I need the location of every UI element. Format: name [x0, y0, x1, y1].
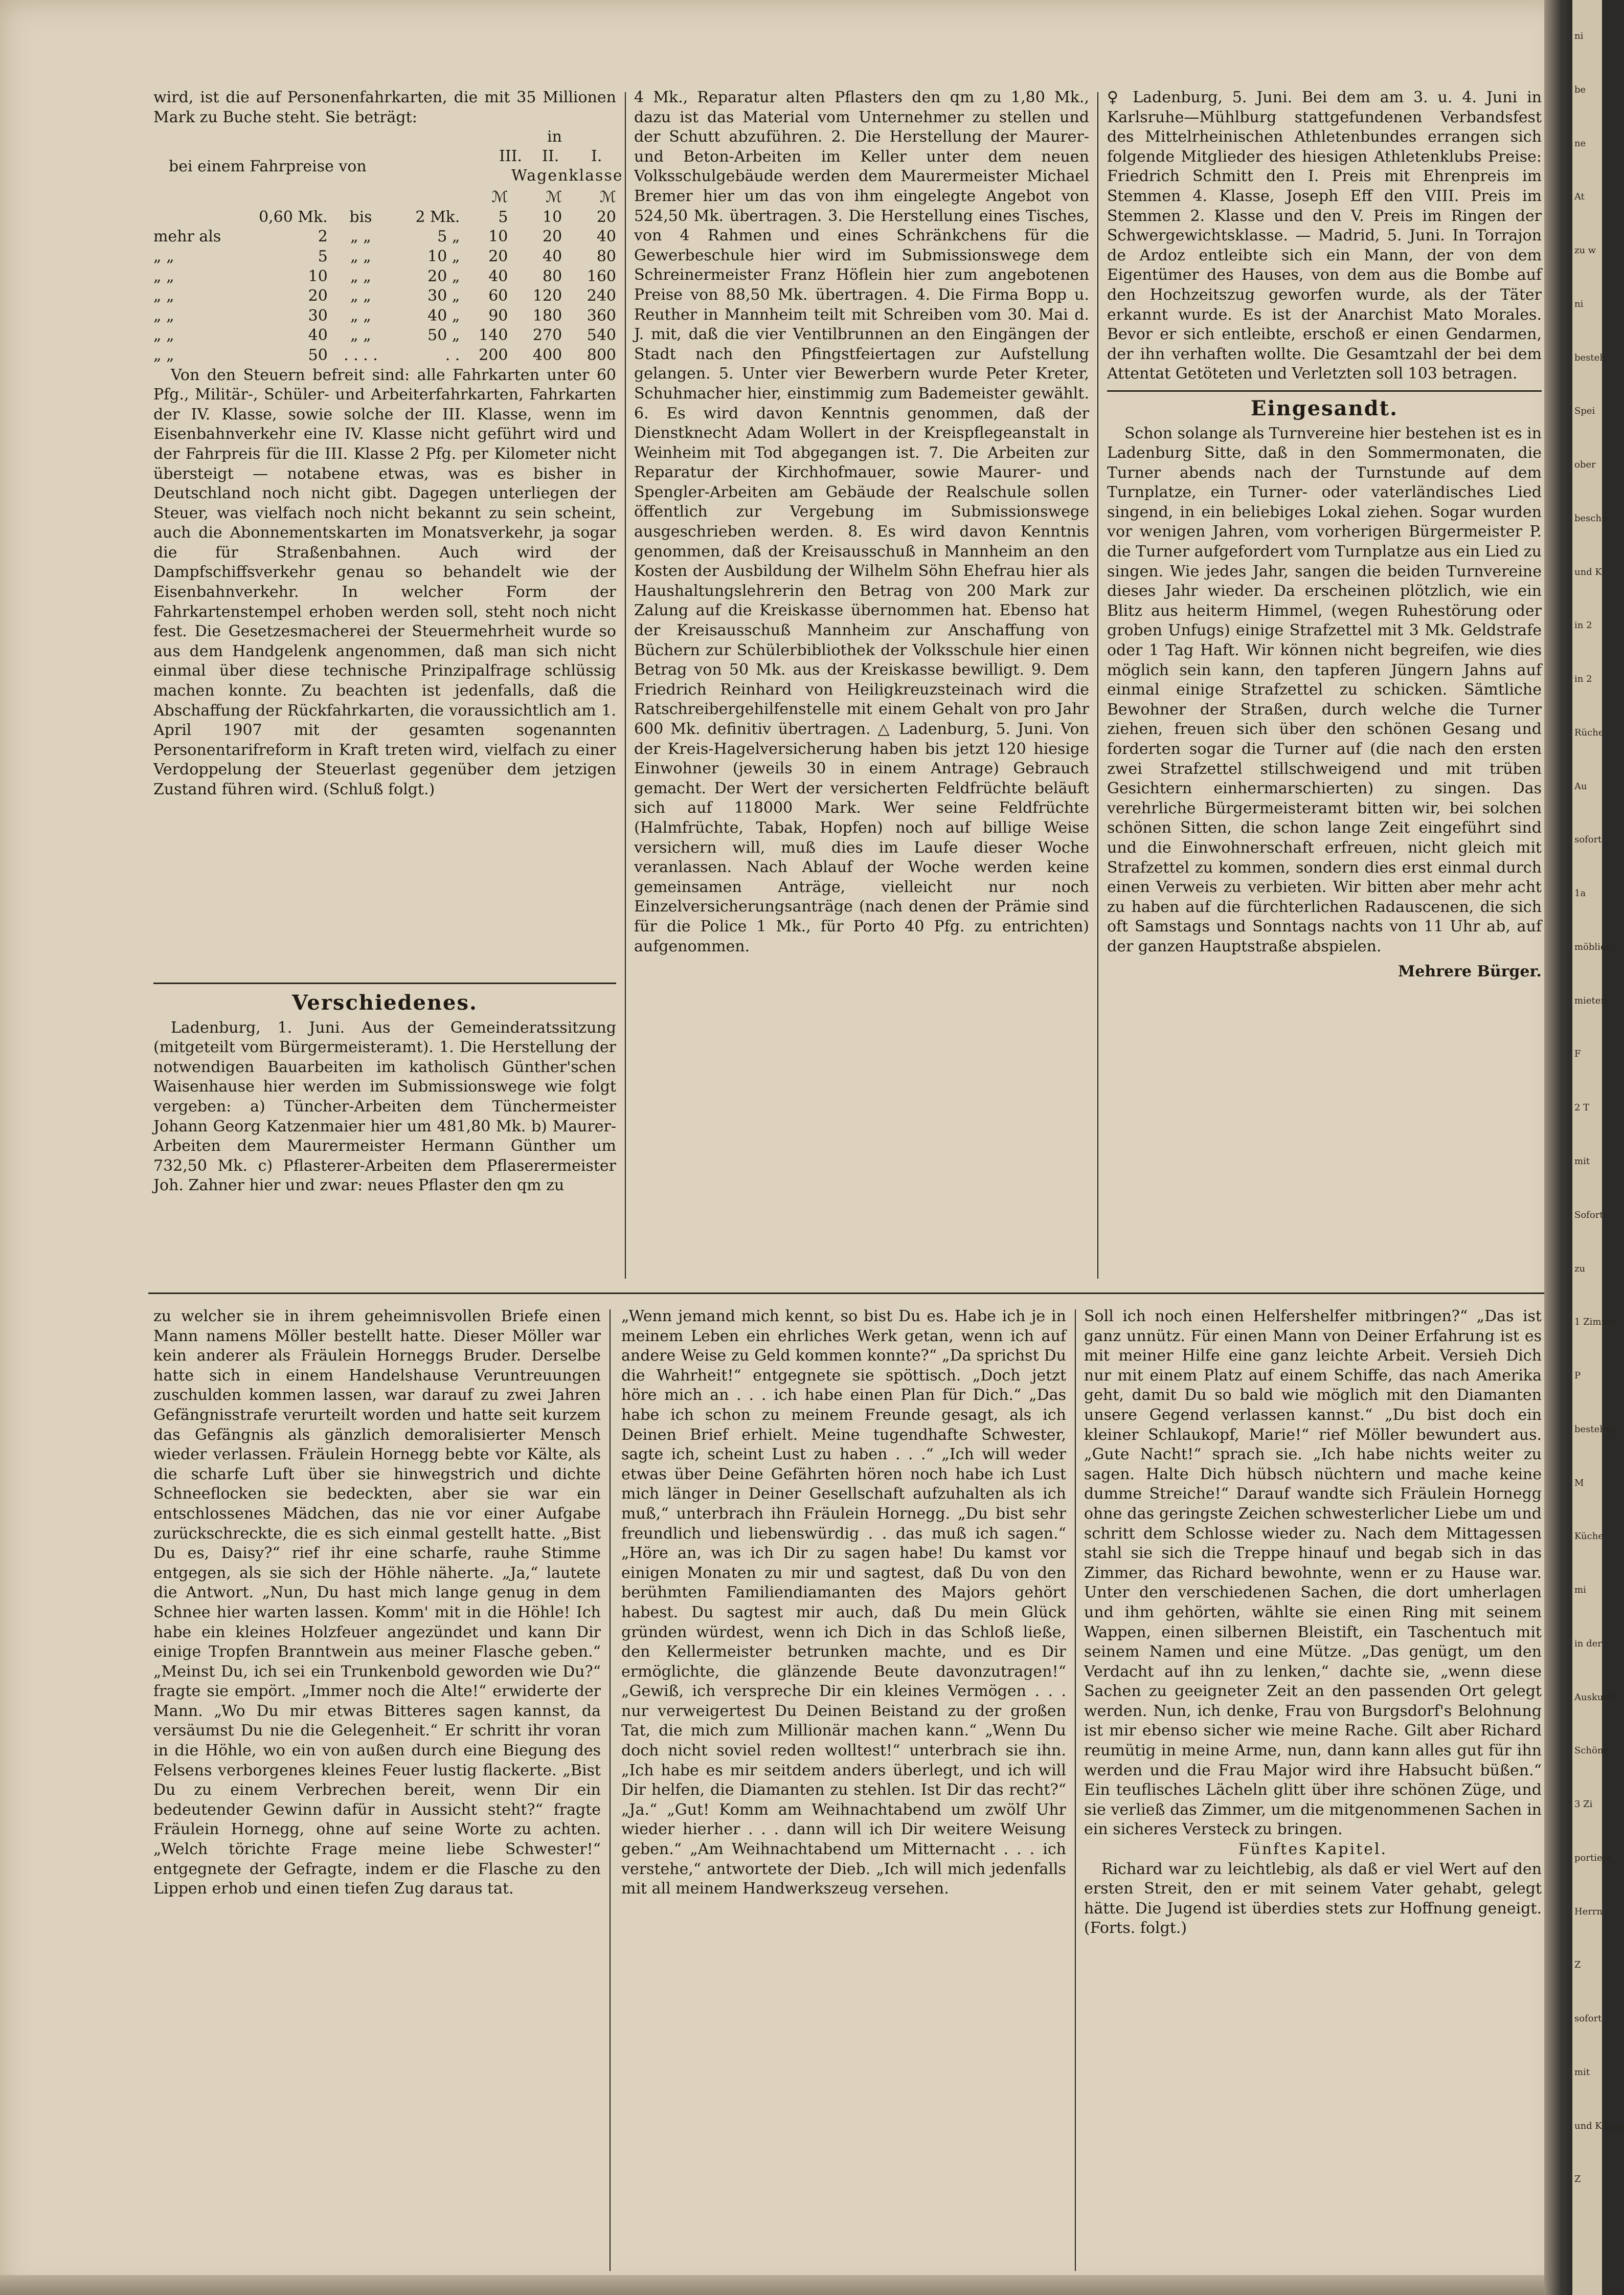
adjacent-page-fragment: At [1574, 191, 1585, 202]
adjacent-page-fragment: 2 T [1574, 1102, 1590, 1113]
column-rule [1075, 1309, 1076, 2271]
column-rule [625, 92, 626, 1279]
adjacent-page-fragment: portiere, [1574, 1853, 1615, 1863]
column-rule [610, 1309, 611, 2271]
table-row: 0,60 Mk. bis 2 Mk. 5 10 20 [259, 208, 616, 226]
adjacent-page-fragment: und Küche [1574, 2121, 1624, 2131]
adjacent-page-edge [1572, 0, 1624, 2295]
table-row: „ „ 5 „ „ 10 „ 20 40 80 [153, 247, 616, 265]
adjacent-page-fragment: mit [1574, 2067, 1590, 2078]
adjacent-page-fragment: mi [1574, 1585, 1586, 1595]
adjacent-page-fragment: Auskunft [1574, 1692, 1616, 1703]
table-row: „ „ 20 „ „ 30 „ 60 120 240 [153, 287, 616, 305]
adjacent-page-fragment: M [1574, 1478, 1584, 1488]
adjacent-page-fragment: 1a [1574, 888, 1586, 899]
adjacent-page-fragment: ober [1574, 459, 1596, 470]
adjacent-page-fragment: zu [1574, 1263, 1586, 1274]
adjacent-page-fragment: Z [1574, 2174, 1581, 2185]
adjacent-page-fragment: ne [1574, 138, 1586, 149]
column-rule [1097, 92, 1098, 1279]
adjacent-page-fragment: Sofort [1574, 1210, 1604, 1220]
column-2-top [634, 88, 1089, 956]
tax-intro: wird, ist die auf Personenfahrkarten, die mit 35 Millionen Mark zu Buche steht. Sie beträgt: [153, 88, 616, 126]
section-heading-eingesandt: Eingesandt. [1250, 396, 1399, 420]
adjacent-page-fragment: mieten. [1574, 995, 1610, 1006]
letter-text: Schon solange als Turnvereine hier bestehen ist es in Ladenburg Sitte, daß in den Sommermonaten, die Turner abends nach der Turnstunde auf dem Turnplatze, ein Turner- oder vaterländisches Lied singend, in ein beliebiges Lokal ziehen. Sogar wurden vor wenigen Jahren, vom vorherigen Bürgermeister P. die Turner aufgefordert vom Turnplatze aus ein Lied zu singen. Wie jedes Jahr, sangen die beiden Turnvereine dieses Jahr wieder. Da erscheinen plötzlich, wie ein Blitz aus heiterm Himmel, (wegen Ruhestörung oder groben Unfugs) einige Strafzettel mit 3 Mk. Geldstrafe oder 1 Tag Haft. Wir können nicht begreifen, wie dies möglich sein kann, den tapferen Jüngern Jahns auf einmal einige Strafzettel zu schicken. Sämtliche Bewohner der Straßen, durch welche die Turner ziehen, freuen sich über den schönen Gesang und forderten sogar die Turner auf (die nach den ersten zwei Strafzettel stillschweigend und mit trüben Gesichtern einhermarschierten) zu singen. Das verehrliche Bürgermeisteramt bitten wir, bei solchen schönen Sitten, die schon lange Zeit eingeführt sind und die Einwohnerschaft erfreuen, nicht gleich mit Strafzettel zu kommen, sondern dies erst einmal durch einen Verweis zu verbieten. Wir bitten aber mehr acht zu haben auf die fürchterlichen Radauscenen, die sich oft Samstags und Sonntags nachts von 11 Uhr ab, auf der ganzen Hauptstraße abspielen. [1107, 424, 1542, 955]
story-column-3 [1084, 1307, 1542, 1939]
binding-strip [0, 2275, 1565, 2295]
adjacent-page-fragment: P [1574, 1370, 1581, 1381]
chapter-heading: Fünftes Kapitel. [1238, 1840, 1388, 1859]
adjacent-page-fragment: sofort [1574, 2013, 1602, 2024]
column-1-top [153, 88, 623, 800]
story-text-3-end: Richard war zu leichtlebig, als daß er viel Wert auf den ersten Streit, den er mit seinem Vater gehabt, gelegt hätte. Die Jugend ist überdies stets zur Hoffnung geneigt. (Forts. folgt.) [1084, 1860, 1542, 1937]
table-row: „ „ 30 „ „ 40 „ 90 180 360 [153, 306, 616, 325]
council-meeting-text: Ladenburg, 1. Juni. Aus der Gemeinderatssitzung (mitgeteilt vom Bürgermeisteramt). 1. Die Herstellung der notwendigen Bauarbeiten im katholisch Günther'schen Waisenhause hier werden im Submissionswege wie folgt vergeben: a) Tüncher-Arbeiten dem Tünchermeister Johann Georg Katzenmaier hier um 481,80 Mk. b) Maurer-Arbeiten dem Maurermeister Hermann Günther um 732,50 Mk. c) Pflasterer-Arbeiten dem Pflaserermeister Joh. Zahner hier und zwar: neues Pflaster den qm zu [153, 1018, 616, 1195]
story-column-2 [621, 1307, 1066, 1899]
table-row: mehr als 2 „ „ 5 „ 10 20 40 [153, 228, 616, 246]
adjacent-page-fragment: besteh [1574, 352, 1606, 363]
table-row: „ „ 40 „ „ 50 „ 140 270 540 [153, 326, 616, 345]
council-continuation-text: 4 Mk., Reparatur alten Pflasters den qm zu 1,80 Mk., dazu ist das Material vom Unternehmer zu stellen und der Schutt abzuführen. 2. Die Herstellung der Maurer- und Beton-Arbeiten im Keller unter dem neuen Volksschulgebäude werden dem Maurermeister Michael Bremer hier um das von ihm eingelegte Angebot von 524,50 Mk. übertragen. 3. Die Herstellung eines Tisches, von 4 Rahmen und eines Schränkchens für die Gewerbeschule hier wird im Submissionswege dem Schreinermeister Franz Höflein hier zum angebotenen Preise von 88,50 Mk. übertragen. 4. Die Firma Bopp u. Reuther in Mannheim teilt mit Schreiben vom 30. Mai d. J. mit, daß die vier Ventilbrunnen an den Eingängen der Stadt nach den Pfingstfeiertagen zur Aufstellung gelangen. 5. Unter vier Bewerbern wurde Peter Kreter, Schuhmacher hier, einstimmig zum Bademeister gewählt. 6. Es wird davon Kenntnis genommen, daß der Dienstknecht Adam Wollert in der Kreispflegeanstalt in Weinheim mit Tod abgegangen ist. 7. Die Arbeiten zur Reparatur der Kirchhofmauer, sowie Maurer- und Spengler-Arbeiten am Gebäude der Realschule sollen öffentlich zur Vergebung im Submissionswege ausgeschrieben werden. 8. Es wird davon Kenntnis genommen, daß der Kreisausschuß in Mannheim an den Kosten der Ausbildung der Wilhelm Söhn Ehefrau hier als Haushaltungslehrerin den Betrag von 200 Mark zur Zalung auf die Kreiskasse übernommen hat. Ebenso hat der Kreisausschuß Mannheim zur Anschaffung von Büchern zur Schülerbibliothek der Volksschule hier einen Betrag von 50 Mk. aus der Kreiskasse bewilligt. 9. Dem Friedrich Reinhard von Heiligkreuzsteinach wird die Ratschreibergehilfenstelle mit einem Gehalt von pro Jahr 600 Mk. definitiv übertragen. △ Ladenburg, 5. Juni. Von der Kreis-Hagelversicherung haben bis jetzt 120 hiesige Einwohner (jeweils 30 in einem Antrage) Gebrauch gemacht. Der Wert der versicherten Feldfrüchte beläuft sich auf 118000 Mark. Wer seine Feldfrüchte (Halmfrüchte, Tabak, Hopfen) noch auf billige Weise versichern will, muß dies im Laufe dieser Woche veranlassen. Nach Ablauf der Woche werden keine gemeinsamen Anträge, vielleicht nur noch Einzelversicherungsanträge (nach denen der Prämie sind für die Police 1 Mk., für Porto 40 Pfg. zu entrichten) aufgenommen. [634, 88, 1089, 955]
adjacent-page-fragment: Schöne [1574, 1745, 1609, 1756]
adjacent-page-fragment: sofort [1574, 834, 1602, 845]
adjacent-page-fragment: ni [1574, 299, 1584, 309]
fare-table-units: ℳ ℳ ℳ [491, 188, 616, 207]
adjacent-page-fragment: 3 Zi [1574, 1799, 1593, 1810]
story-text-2: „Wenn jemand mich kennt, so bist Du es. Habe ich je in meinem Leben ein ehrliches Werk getan, wenn ich auf andere Weise zu Geld kommen konnte?“ „Da sprichst Du die Wahrheit!“ entgegnete sie spöttisch. „Doch jetzt höre mich an . . . ich habe einen Plan für Dich.“ „Das habe ich schon zu meinem Freunde gesagt, als ich Deinen Brief erhielt. Meine tugendhafte Schwester, sagte ich, scheint Lust zu haben . . .“ „Ich will weder etwas über Deine Gefährten hören noch habe ich Lust mich länger in Deiner Gesellschaft aufzuhalten als ich muß,“ unterbrach ihn Fräulein Hornegg. „Du bist sehr freundlich und liebenswürdig . . das muß ich sagen.“ „Höre an, was ich Dir zu sagen habe! Du kamst vor einigen Monaten zu mir und sagtest, daß Du von den berühmten Familiendiamanten des Majors gehört habest. Du sagtest mir auch, daß Du mein Glück gründen würdest, wenn ich Dich in das Schloß ließe, den Kellermeister betrunken machte, und es Dir ermöglichte, die glänzende Beute davonzutragen!“ „Gewiß, ich verspreche Dir ein kleines Vermögen . . . nur verweigertest Du Deinen Beistand zu der großen Tat, die mich zum Millionär machen kann.“ „Wenn Du doch nicht soviel reden wolltest!“ unterbrach sie ihn. „Ich habe es mir seitdem anders überlegt, und ich will Dir helfen, die Diamanten zu stehlen. Ist Dir das recht?“ „Ja.“ „Gut! Komm am Weihnachtabend um zwölf Uhr wieder hierher . . . dann will ich Dir weitere Weisung geben.“ „Am Weihnachtabend um Mitternacht . . . ich verstehe,“ antwortete der Dieb. „Ich will mich jedenfalls mit all meinem Handwerkszeug versehen. [621, 1307, 1066, 1898]
adjacent-page-fragment: Küche [1574, 1531, 1604, 1542]
fare-table-header: in III. II. I. bei einem Fahrpreise von Wagenklasse [169, 128, 623, 185]
adjacent-page-fragment: 1 Zimme [1574, 1317, 1616, 1327]
adjacent-page-fragment: Herrn [1574, 1906, 1603, 1917]
adjacent-page-fragment: F [1574, 1049, 1581, 1059]
adjacent-page-fragment: Rüche [1574, 727, 1604, 738]
adjacent-page-fragment: in 2 [1574, 620, 1592, 631]
adjacent-page-fragment: be [1574, 84, 1586, 95]
feuilleton-divider [148, 1293, 1544, 1294]
adjacent-page-fragment: ni [1574, 31, 1584, 41]
letter-signature: Mehrere Bürger. [1398, 962, 1542, 981]
adjacent-page-fragment: und K [1574, 567, 1602, 577]
section-divider [153, 983, 616, 984]
adjacent-page-fragment: Au [1574, 781, 1587, 792]
section-heading-verschiedenes: Verschiedenes. [292, 991, 478, 1015]
story-text-1: zu welcher sie in ihrem geheimnisvollen Briefe einen Mann namens Möller bestellt hatte. Dieser Möller war kein anderer als Fräulein Horneggs Bruder. Derselbe hatte sich in einem Handelshause Veruntreuungen zuschulden kommen lassen, war darauf zu zwei Jahren Gefängnisstrafe verurteilt worden und hatte seit kurzem das Gefängnis als gänzlich demoralisierter Mensch wieder verlassen. Fräulein Hornegg bebte vor Kälte, als die scharfe Luft über sie hinwegstrich und dichte Schneeflocken sie bedeckten, aber sie war ein entschlossenes Mädchen, das nie vor einer Aufgabe zurückschreckte, die es sich einmal gestellt hatte. „Bist Du es, Daisy?“ rief ihr eine scharfe, rauhe Stimme entgegen, als sie sich der Höhle näherte. „Ja,“ lautete die Antwort. „Nun, Du hast mich lange genug in dem Schnee hier warten lassen. Komm' mit in die Höhle! Ich habe ein kleines Holzfeuer angezündet und kann Dir einige Tropfen Branntwein aus meiner Flasche geben.“ „Meinst Du, ich sei ein Trunkenbold geworden wie Du?“ fragte sie empört. „Immer noch die Alte!“ erwiderte der Mann. „Wo Du mir etwas Bitteres sagen kannst, da versäumst Du nie die Gelegenheit.“ Er schritt ihr voran in die Höhle, wo ein von außen durch eine Biegung des Felsens verborgenes kleines Feuer lustig flackerte. „Bist Du zu einem Verbrechen bereit, wenn Dir ein bedeutender Gewinn dafür in Aussicht steht?“ fragte Fräulein Hornegg, ohne auf seine Worte zu achten. „Welch törichte Frage meine liebe Schwester!“ entgegnete der Gefragte, indem er die Flasche zu den Lippen erhob und einen tiefen Zug daraus tat. [153, 1307, 601, 1898]
adjacent-page-fragment: Z [1574, 1959, 1581, 1970]
table-row: „ „ 50 . . . . . . 200 400 800 [153, 346, 616, 364]
fare-table [153, 188, 616, 365]
story-column-1 [153, 1307, 601, 1899]
local-news-text: ♀ Ladenburg, 5. Juni. Bei dem am 3. u. 4. Juni in Karlsruhe—Mühlburg stattgefundenen Verbandsfest des Mittelrheinischen Athletenbundes errangen sich folgende Mitglieder des hiesigen Athletenklubs Preise: Friedrich Schmitt den I. Preis mit Ehrenpreis im Stemmen 4. Klasse, Joseph Eff den VIII. Preis im Stemmen 2. Klasse und den V. Preis im Ringen der Schwergewichtsklasse. — Madrid, 5. Juni. In Torrajon de Ardoz entleibte sich ein Mann, der von dem Eigentümer des Hauses, von dem aus die Bombe auf den Hochzeitszug geworfen wurde, als der Täter erkannt wurde. Es ist der Anarchist Mato Morales. Bevor er sich entleibte, erschoß er einen Gendarmen, der ihn verhaften wollte. Die Gesamtzahl der bei dem Attentat Getöteten und Verletzten soll 103 betragen. [1107, 88, 1542, 383]
adjacent-page-fragment: bestehen [1574, 1424, 1617, 1435]
column-1-verschiedenes [153, 986, 616, 1196]
adjacent-page-fragment: besche [1574, 513, 1607, 524]
story-text-3: Soll ich noch einen Helfershelfer mitbringen?“ „Das ist ganz unnütz. Für einen Mann von Deiner Erfahrung ist es mit meiner Hilfe eine ganz leichte Arbeit. Versieh Dich nur mit einem Platz auf einem Schiffe, das nach Amerika geht, damit Du so bald wie möglich mit den Diamanten unsere Gegend verlassen kannst.“ „Du bist doch ein kleiner Schlaukopf, Marie!“ rief Möller bewundert aus. „Gute Nacht!“ sprach sie. „Ich habe nichts weiter zu sagen. Halte Dich hübsch nüchtern und mache keine dumme Streiche!“ Darauf wandte sich Fräulein Hornegg ohne das geringste Zeichen schwesterlicher Liebe um und schritt dem Schlosse wieder zu. Nach dem Mittagessen stahl sie sich die Treppe hinauf und begab sich in das Zimmer, das Richard bewohnte, wenn er zu Hause war. Unter den verschiedenen Sachen, die dort umherlagen und ihm gehörten, wählte sie einen Ring mit seinem Wappen, einen silbernen Bleistift, ein Taschentuch mit seinem Namen und eine Mütze. „Das genügt, um den Verdacht auf ihn zu lenken,“ dachte sie, „wenn diese Sachen zu geeigneter Zeit an den passenden Ort gelegt werden. Nun, ich denke, Frau von Burgsdorf's Belohnung ist mir ebenso sicher wie meine Rache. Gilt aber Richard reumütig in meine Arme, nun, dann kann alles gut für ihn werden und die Frau Major wird ihre Habsucht büßen.“ Ein teuflisches Lächeln glitt über ihre schönen Züge, und sie verließ das Zimmer, um die mitgenommenen Sachen in ein sicheres Versteck zu bringen. [1084, 1307, 1542, 1839]
adjacent-page-fragment: möblier [1574, 942, 1611, 952]
tax-exemptions-text: Von den Steuern befreit sind: alle Fahrkarten unter 60 Pfg., Militär-, Schüler- und Arbeiterfahrkarten, Fahrkarten der IV. Klasse, sowie solche der III. Klasse, wenn im Eisenbahnverkehr eine IV. Klasse nicht geführt wird und der Fahrpreis für die III. Klasse 2 Pfg. per Kilometer nicht übersteigt — notabene etwas, was es bisher in Deutschland noch nicht gibt. Dagegen unterliegen der Steuer, was vielfach noch nicht bekannt zu sein scheint, auch die Abonnementskarten im Monatsverkehr, ja sogar die für Straßenbahnen. Auch wird der Dampfschiffsverkehr genau so behandelt wie der Eisenbahnverkehr. In welcher Form der Fahrkartenstempel erhoben werden soll, steht noch nicht fest. Die Gesetzesmacherei der Steuermehrheit wurde so aus dem Handgelenk angenommen, daß man sich nicht einmal über diese technische Prinzipalfrage schlüssig machen konnte. Zu beachten ist jedenfalls, daß die Abschaffung der Rückfahrkarten, die voraussichtlich am 1. April 1907 mit der gesamten sogenannten Personentarifreform in Kraft treten wird, vielfach zu einer Verdoppelung der Steuerlast gegenüber dem jetzigen Zustand führen wird. (Schluß folgt.) [153, 366, 616, 798]
adjacent-page-fragment: zu w [1574, 245, 1596, 256]
adjacent-page-fragment: in 2 [1574, 674, 1592, 684]
adjacent-page-fragment: in der [1574, 1638, 1602, 1649]
column-3-top [1107, 88, 1542, 982]
adjacent-page-fragment: mit [1574, 1156, 1590, 1167]
table-row: „ „ 10 „ „ 20 „ 40 80 160 [153, 267, 616, 285]
adjacent-page-fragment: Spei [1574, 406, 1595, 416]
section-divider [1107, 390, 1542, 392]
binding-gutter [1544, 0, 1572, 2295]
